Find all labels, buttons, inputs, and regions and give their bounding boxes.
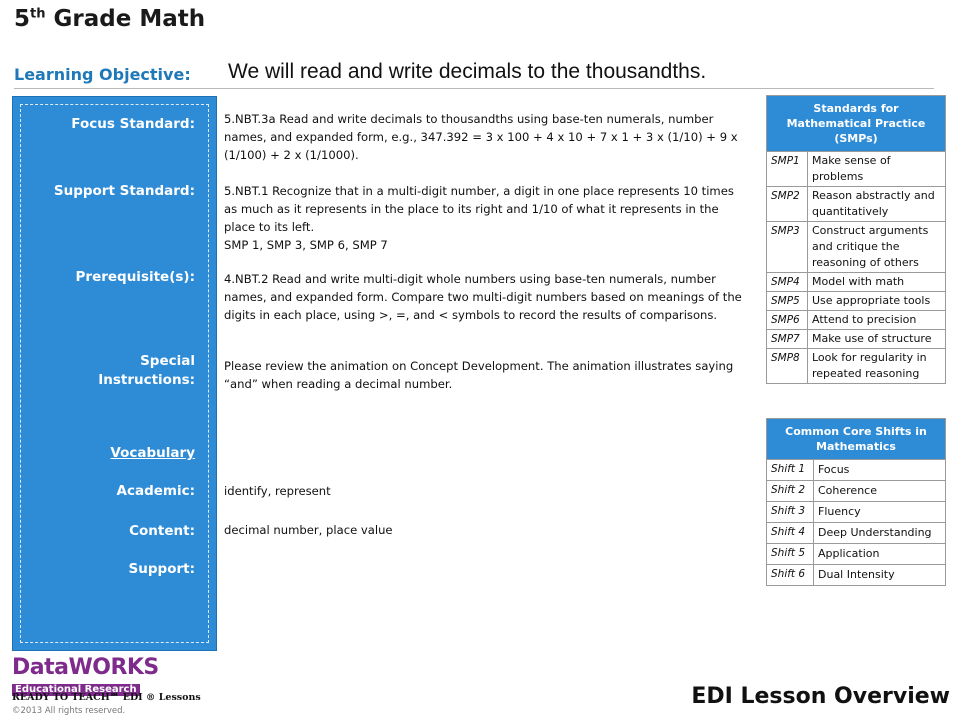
table-row <box>767 152 946 187</box>
prerequisite-text: 4.NBT.2 Read and write multi-digit whole numbers using base-ten numerals, number names, and expanded form. Compare two multi-digit numbers based on meanings of the digits in each place, using >, =, and < symbols to record the results of comparisons. <box>224 272 742 322</box>
shift-text: Application <box>814 544 946 565</box>
title-text: Grade Math <box>45 6 206 32</box>
table-row <box>767 330 946 349</box>
table-row <box>767 273 946 292</box>
table-row <box>767 544 946 565</box>
smp-code: SMP3 <box>767 222 808 273</box>
smp-table-header: Standards for Mathematical Practice (SMPs) <box>767 96 946 152</box>
shift-code: Shift 4 <box>767 523 814 544</box>
shift-text: Coherence <box>814 481 946 502</box>
lesson-overview-title: EDI Lesson Overview <box>691 684 950 709</box>
ready-to-teach-text: READY TO TEACH℠ EDI ® Lessons <box>12 692 201 703</box>
shifts-table-header: Common Core Shifts in Mathematics <box>767 419 946 460</box>
smp-code: SMP2 <box>767 187 808 222</box>
table-row <box>767 292 946 311</box>
academic-label: Academic: <box>116 483 195 499</box>
shift-text: Deep Understanding <box>814 523 946 544</box>
shifts-table <box>766 418 946 586</box>
shift-text: Focus <box>814 460 946 481</box>
smp-text: Use appropriate tools <box>808 292 946 311</box>
table-row <box>767 565 946 586</box>
logo-subtitle: Educational Research <box>12 684 140 696</box>
special-instructions-label <box>98 352 195 390</box>
special-label-line1: Special <box>140 353 195 369</box>
table-row <box>767 481 946 502</box>
smp-text: Make use of structure <box>808 330 946 349</box>
title-superscript: th <box>30 6 46 22</box>
smp-table <box>766 95 946 384</box>
support-vocab-label: Support: <box>128 561 195 577</box>
shift-code: Shift 1 <box>767 460 814 481</box>
table-row <box>767 460 946 481</box>
smp-code: SMP1 <box>767 152 808 187</box>
smp-text: Attend to precision <box>808 311 946 330</box>
page-title <box>14 6 205 32</box>
support-standard-line2: SMP 1, SMP 3, SMP 6, SMP 7 <box>224 238 388 252</box>
shift-text: Dual Intensity <box>814 565 946 586</box>
smp-text: Make sense of problems <box>808 152 946 187</box>
support-standard-label: Support Standard: <box>53 183 195 199</box>
table-row <box>767 222 946 273</box>
shift-code: Shift 3 <box>767 502 814 523</box>
learning-objective-text: We will read and write decimals to the thousandths. <box>228 60 707 83</box>
smp-text: Construct arguments and critique the reasoning of others <box>808 222 946 273</box>
smp-text: Look for regularity in repeated reasoning <box>808 349 946 384</box>
smp-code: SMP8 <box>767 349 808 384</box>
vocabulary-label: Vocabulary <box>110 445 195 461</box>
title-number: 5 <box>14 6 31 32</box>
content-label: Content: <box>129 523 195 539</box>
divider <box>14 88 934 89</box>
smp-code: SMP7 <box>767 330 808 349</box>
special-label-line2: Instructions: <box>98 372 195 388</box>
logo-wordmark: DataWORKS <box>12 655 159 680</box>
table-row <box>767 311 946 330</box>
copyright-text: ©2013 All rights reserved. <box>12 706 126 716</box>
focus-standard-text: 5.NBT.3a Read and write decimals to thousandths using base-ten numerals, number names, and expanded form, e.g., 347.392 = 3 x 100 + 4 x 10 + 7 x 1 + 3 x (1/10) + 9 x (1/100) + 2 x (1/1000). <box>224 112 738 162</box>
table-row <box>767 523 946 544</box>
support-standard-text <box>224 182 744 254</box>
content-vocab-text: decimal number, place value <box>224 523 393 537</box>
smp-code: SMP6 <box>767 311 808 330</box>
academic-vocab-text: identify, represent <box>224 484 331 498</box>
special-instructions-text: Please review the animation on Concept Development. The animation illustrates saying “and” when reading a decimal number. <box>224 359 734 391</box>
table-row <box>767 349 946 384</box>
table-row <box>767 187 946 222</box>
dataworks-logo <box>12 655 160 695</box>
shift-code: Shift 5 <box>767 544 814 565</box>
shift-text: Fluency <box>814 502 946 523</box>
focus-standard-label: Focus Standard: <box>71 116 195 132</box>
shift-code: Shift 6 <box>767 565 814 586</box>
shift-code: Shift 2 <box>767 481 814 502</box>
smp-code: SMP4 <box>767 273 808 292</box>
smp-text: Model with math <box>808 273 946 292</box>
smp-text: Reason abstractly and quantitatively <box>808 187 946 222</box>
prerequisite-label: Prerequisite(s): <box>75 269 195 285</box>
support-standard-line1: 5.NBT.1 Recognize that in a multi-digit number, a digit in one place represents 10 times as much as it represents in the place to its right and 1/10 of what it represents in the place to its left. <box>224 184 734 234</box>
table-row <box>767 502 946 523</box>
smp-code: SMP5 <box>767 292 808 311</box>
learning-objective-label: Learning Objective: <box>14 65 191 84</box>
label-sidebar <box>12 96 217 651</box>
